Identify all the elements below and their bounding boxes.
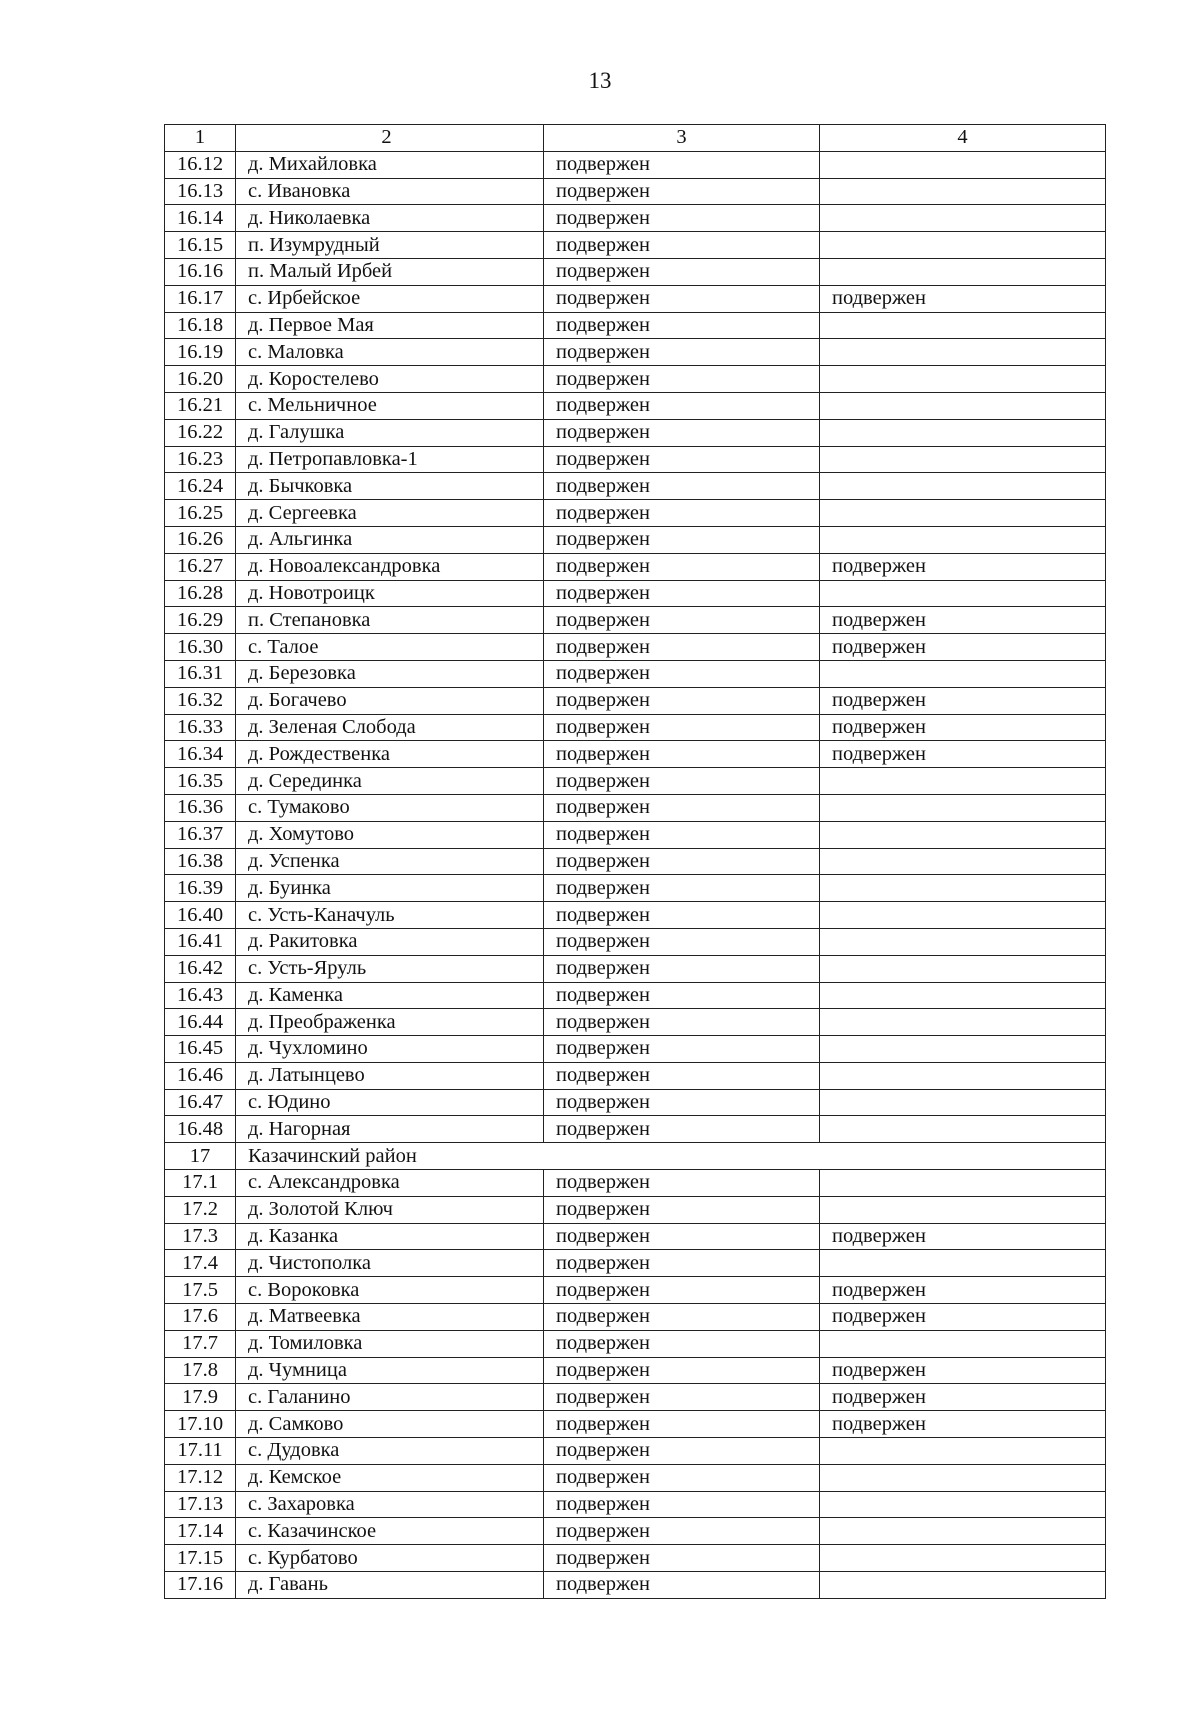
settlement-name: д. Первое Мая [236, 312, 544, 339]
col4-value [820, 312, 1106, 339]
table-row [165, 607, 1106, 634]
col4-value [820, 794, 1106, 821]
col3-value: подвержен [544, 1384, 820, 1411]
col4-value [820, 1491, 1106, 1518]
table-row [165, 1009, 1106, 1036]
row-number: 17.12 [165, 1464, 236, 1491]
row-number: 16.42 [165, 955, 236, 982]
col3-value: подвержен [544, 366, 820, 393]
col4-value: подвержен [820, 741, 1106, 768]
row-number: 16.40 [165, 902, 236, 929]
section-title: Казачинский район [236, 1143, 1106, 1170]
col3-value: подвержен [544, 446, 820, 473]
table-row [165, 741, 1106, 768]
header-col-2: 2 [236, 125, 544, 152]
table-row [165, 848, 1106, 875]
settlement-name: д. Галушка [236, 419, 544, 446]
col4-value [820, 1572, 1106, 1599]
row-number: 16.22 [165, 419, 236, 446]
table-row [165, 258, 1106, 285]
table-row [165, 1384, 1106, 1411]
table-row [165, 1170, 1106, 1197]
settlement-name: с. Мельничное [236, 392, 544, 419]
settlement-name: д. Латынцево [236, 1062, 544, 1089]
row-number: 16.26 [165, 526, 236, 553]
table-row [165, 1491, 1106, 1518]
col4-value: подвержен [820, 1384, 1106, 1411]
col4-value [820, 821, 1106, 848]
col4-value [820, 232, 1106, 259]
settlement-name: с. Ивановка [236, 178, 544, 205]
table-row [165, 1572, 1106, 1599]
settlement-name: д. Бычковка [236, 473, 544, 500]
col3-value: подвержен [544, 1062, 820, 1089]
col4-value [820, 500, 1106, 527]
row-number: 16.34 [165, 741, 236, 768]
col3-value: подвержен [544, 1518, 820, 1545]
settlement-name: д. Кемское [236, 1464, 544, 1491]
settlement-name: с. Казачинское [236, 1518, 544, 1545]
table-row [165, 1036, 1106, 1063]
table-row [165, 526, 1106, 553]
col4-value [820, 473, 1106, 500]
col4-value [820, 1116, 1106, 1143]
table-header-row [165, 125, 1106, 152]
col4-value [820, 526, 1106, 553]
col4-value [820, 366, 1106, 393]
settlements-table [164, 124, 1106, 1599]
col4-value [820, 902, 1106, 929]
col4-value [820, 848, 1106, 875]
settlement-name: д. Николаевка [236, 205, 544, 232]
col4-value [820, 258, 1106, 285]
settlement-name: с. Усть-Каначуль [236, 902, 544, 929]
col4-value [820, 339, 1106, 366]
settlement-name: д. Преображенка [236, 1009, 544, 1036]
row-number: 16.37 [165, 821, 236, 848]
table-row [165, 1545, 1106, 1572]
col3-value: подвержен [544, 1304, 820, 1331]
row-number: 17.4 [165, 1250, 236, 1277]
row-number: 16.18 [165, 312, 236, 339]
settlement-name: д. Золотой Ключ [236, 1196, 544, 1223]
table-row [165, 419, 1106, 446]
settlement-name: д. Новоалександровка [236, 553, 544, 580]
col4-value [820, 205, 1106, 232]
table-row [165, 634, 1106, 661]
settlement-name: д. Чистополка [236, 1250, 544, 1277]
col3-value: подвержен [544, 1545, 820, 1572]
table-row [165, 178, 1106, 205]
col3-value: подвержен [544, 1009, 820, 1036]
settlement-name: д. Альгинка [236, 526, 544, 553]
col4-value [820, 1170, 1106, 1197]
col4-value: подвержен [820, 1411, 1106, 1438]
col4-value [820, 419, 1106, 446]
settlement-name: д. Серединка [236, 768, 544, 795]
col3-value: подвержен [544, 205, 820, 232]
settlement-name: д. Михайловка [236, 151, 544, 178]
table-row [165, 794, 1106, 821]
table-row [165, 151, 1106, 178]
row-number: 17.7 [165, 1330, 236, 1357]
col3-value: подвержен [544, 580, 820, 607]
row-number: 16.29 [165, 607, 236, 634]
header-col-1: 1 [165, 125, 236, 152]
settlement-name: с. Вороковка [236, 1277, 544, 1304]
col3-value: подвержен [544, 875, 820, 902]
row-number: 16.35 [165, 768, 236, 795]
col4-value: подвержен [820, 1277, 1106, 1304]
header-col-4: 4 [820, 125, 1106, 152]
col4-value [820, 768, 1106, 795]
settlement-name: д. Нагорная [236, 1116, 544, 1143]
table-row [165, 232, 1106, 259]
col3-value: подвержен [544, 526, 820, 553]
col4-value: подвержен [820, 687, 1106, 714]
col4-value [820, 580, 1106, 607]
col3-value: подвержен [544, 714, 820, 741]
settlement-name: д. Зеленая Слобода [236, 714, 544, 741]
row-number: 16.45 [165, 1036, 236, 1063]
row-number: 16.46 [165, 1062, 236, 1089]
col3-value: подвержен [544, 794, 820, 821]
row-number: 17.8 [165, 1357, 236, 1384]
col4-value [820, 1036, 1106, 1063]
settlement-name: д. Чухломино [236, 1036, 544, 1063]
col3-value: подвержен [544, 1170, 820, 1197]
table-row [165, 1277, 1106, 1304]
settlement-name: д. Коростелево [236, 366, 544, 393]
settlement-name: с. Александровка [236, 1170, 544, 1197]
table-row [165, 875, 1106, 902]
row-number: 17.9 [165, 1384, 236, 1411]
col4-value [820, 446, 1106, 473]
settlement-name: с. Юдино [236, 1089, 544, 1116]
col4-value [820, 1518, 1106, 1545]
col3-value: подвержен [544, 1357, 820, 1384]
table-row [165, 1438, 1106, 1465]
col3-value: подвержен [544, 473, 820, 500]
settlement-name: с. Маловка [236, 339, 544, 366]
col4-value: подвержен [820, 607, 1106, 634]
col3-value: подвержен [544, 982, 820, 1009]
settlement-name: д. Успенка [236, 848, 544, 875]
col3-value: подвержен [544, 151, 820, 178]
row-number: 17.3 [165, 1223, 236, 1250]
table-row [165, 1330, 1106, 1357]
col3-value: подвержен [544, 768, 820, 795]
row-number: 16.38 [165, 848, 236, 875]
row-number: 17.11 [165, 1438, 236, 1465]
settlement-name: д. Каменка [236, 982, 544, 1009]
col3-value: подвержен [544, 607, 820, 634]
table-row [165, 1223, 1106, 1250]
settlement-name: д. Новотроицк [236, 580, 544, 607]
table-row [165, 446, 1106, 473]
col4-value: подвержен [820, 714, 1106, 741]
col4-value: подвержен [820, 285, 1106, 312]
settlement-name: с. Ирбейское [236, 285, 544, 312]
row-number: 17.14 [165, 1518, 236, 1545]
settlement-name: д. Сергеевка [236, 500, 544, 527]
col4-value: подвержен [820, 1357, 1106, 1384]
table-row [165, 580, 1106, 607]
row-number: 16.17 [165, 285, 236, 312]
col4-value [820, 1545, 1106, 1572]
col4-value: подвержен [820, 634, 1106, 661]
table-body [165, 125, 1106, 1599]
row-number: 16.41 [165, 928, 236, 955]
settlement-name: д. Рождественка [236, 741, 544, 768]
row-number: 16.39 [165, 875, 236, 902]
table-row [165, 1304, 1106, 1331]
settlement-name: с. Галанино [236, 1384, 544, 1411]
table-row [165, 1464, 1106, 1491]
row-number: 16.30 [165, 634, 236, 661]
col4-value [820, 392, 1106, 419]
col3-value: подвержен [544, 1330, 820, 1357]
col3-value: подвержен [544, 232, 820, 259]
col4-value: подвержен [820, 1223, 1106, 1250]
col3-value: подвержен [544, 821, 820, 848]
col3-value: подвержен [544, 419, 820, 446]
row-number: 16.14 [165, 205, 236, 232]
settlement-name: с. Талое [236, 634, 544, 661]
row-number: 17.1 [165, 1170, 236, 1197]
col3-value: подвержен [544, 1277, 820, 1304]
table-row [165, 1518, 1106, 1545]
row-number: 16.21 [165, 392, 236, 419]
table-row [165, 500, 1106, 527]
settlement-name: с. Тумаково [236, 794, 544, 821]
table-row [165, 982, 1106, 1009]
row-number: 16.20 [165, 366, 236, 393]
col3-value: подвержен [544, 500, 820, 527]
col3-value: подвержен [544, 1411, 820, 1438]
row-number: 16.23 [165, 446, 236, 473]
table-row [165, 660, 1106, 687]
col3-value: подвержен [544, 258, 820, 285]
col4-value [820, 151, 1106, 178]
table-row [165, 1089, 1106, 1116]
row-number: 17.16 [165, 1572, 236, 1599]
settlement-name: п. Степановка [236, 607, 544, 634]
col3-value: подвержен [544, 553, 820, 580]
table-row [165, 285, 1106, 312]
row-number: 16.33 [165, 714, 236, 741]
col3-value: подвержен [544, 1089, 820, 1116]
page-number: 13 [588, 68, 612, 93]
table-row [165, 205, 1106, 232]
col3-value: подвержен [544, 955, 820, 982]
settlement-name: д. Березовка [236, 660, 544, 687]
table-row [165, 473, 1106, 500]
row-number: 16.32 [165, 687, 236, 714]
table-row [165, 687, 1106, 714]
row-number: 16.43 [165, 982, 236, 1009]
col3-value: подвержен [544, 1250, 820, 1277]
col3-value: подвержен [544, 339, 820, 366]
col4-value [820, 1089, 1106, 1116]
table-row [165, 768, 1106, 795]
col3-value: подвержен [544, 741, 820, 768]
col3-value: подвержен [544, 660, 820, 687]
table-row [165, 1357, 1106, 1384]
row-number: 17.10 [165, 1411, 236, 1438]
col3-value: подвержен [544, 1491, 820, 1518]
col3-value: подвержен [544, 1116, 820, 1143]
col3-value: подвержен [544, 848, 820, 875]
row-number: 17.13 [165, 1491, 236, 1518]
settlement-name: п. Малый Ирбей [236, 258, 544, 285]
settlement-name: д. Самково [236, 1411, 544, 1438]
col3-value: подвержен [544, 1572, 820, 1599]
table-row [165, 928, 1106, 955]
col4-value [820, 1250, 1106, 1277]
settlement-name: д. Хомутово [236, 821, 544, 848]
row-number: 16.16 [165, 258, 236, 285]
table-row [165, 714, 1106, 741]
row-number: 16.36 [165, 794, 236, 821]
table-row [165, 1116, 1106, 1143]
settlement-name: с. Курбатово [236, 1545, 544, 1572]
row-number: 17.15 [165, 1545, 236, 1572]
table-row [165, 1196, 1106, 1223]
settlement-name: с. Усть-Яруль [236, 955, 544, 982]
col3-value: подвержен [544, 634, 820, 661]
col3-value: подвержен [544, 902, 820, 929]
section-row [165, 1143, 1106, 1170]
table-row [165, 392, 1106, 419]
row-number: 16.24 [165, 473, 236, 500]
col4-value [820, 928, 1106, 955]
section-number: 17 [165, 1143, 236, 1170]
col4-value [820, 982, 1106, 1009]
row-number: 16.12 [165, 151, 236, 178]
settlement-name: с. Дудовка [236, 1438, 544, 1465]
settlement-name: д. Чумница [236, 1357, 544, 1384]
row-number: 16.47 [165, 1089, 236, 1116]
row-number: 16.27 [165, 553, 236, 580]
col4-value [820, 660, 1106, 687]
settlement-name: д. Буинка [236, 875, 544, 902]
col3-value: подвержен [544, 1223, 820, 1250]
row-number: 17.5 [165, 1277, 236, 1304]
settlement-name: д. Петропавловка-1 [236, 446, 544, 473]
table-row [165, 1062, 1106, 1089]
row-number: 16.31 [165, 660, 236, 687]
col4-value [820, 1196, 1106, 1223]
settlement-name: д. Казанка [236, 1223, 544, 1250]
settlement-name: д. Томиловка [236, 1330, 544, 1357]
header-col-3: 3 [544, 125, 820, 152]
col4-value [820, 1009, 1106, 1036]
table-row [165, 366, 1106, 393]
settlement-name: д. Богачево [236, 687, 544, 714]
table-row [165, 312, 1106, 339]
col4-value [820, 955, 1106, 982]
col3-value: подвержен [544, 1196, 820, 1223]
row-number: 16.44 [165, 1009, 236, 1036]
row-number: 16.15 [165, 232, 236, 259]
settlement-name: с. Захаровка [236, 1491, 544, 1518]
col4-value [820, 1464, 1106, 1491]
row-number: 17.6 [165, 1304, 236, 1331]
col3-value: подвержен [544, 928, 820, 955]
row-number: 16.25 [165, 500, 236, 527]
row-number: 17.2 [165, 1196, 236, 1223]
col4-value [820, 1438, 1106, 1465]
col3-value: подвержен [544, 1438, 820, 1465]
settlement-name: д. Ракитовка [236, 928, 544, 955]
table-row [165, 902, 1106, 929]
table-row [165, 821, 1106, 848]
row-number: 16.48 [165, 1116, 236, 1143]
col4-value [820, 178, 1106, 205]
col3-value: подвержен [544, 392, 820, 419]
row-number: 16.28 [165, 580, 236, 607]
settlement-name: д. Гавань [236, 1572, 544, 1599]
col3-value: подвержен [544, 178, 820, 205]
col3-value: подвержен [544, 1464, 820, 1491]
col4-value [820, 1062, 1106, 1089]
settlement-name: д. Матвеевка [236, 1304, 544, 1331]
table-row [165, 1250, 1106, 1277]
col4-value: подвержен [820, 553, 1106, 580]
col3-value: подвержен [544, 285, 820, 312]
col3-value: подвержен [544, 312, 820, 339]
table-row [165, 339, 1106, 366]
col3-value: подвержен [544, 1036, 820, 1063]
col4-value [820, 1330, 1106, 1357]
col4-value: подвержен [820, 1304, 1106, 1331]
table-row [165, 553, 1106, 580]
table-row [165, 955, 1106, 982]
row-number: 16.13 [165, 178, 236, 205]
table-row [165, 1411, 1106, 1438]
row-number: 16.19 [165, 339, 236, 366]
col3-value: подвержен [544, 687, 820, 714]
col4-value [820, 875, 1106, 902]
settlement-name: п. Изумрудный [236, 232, 544, 259]
